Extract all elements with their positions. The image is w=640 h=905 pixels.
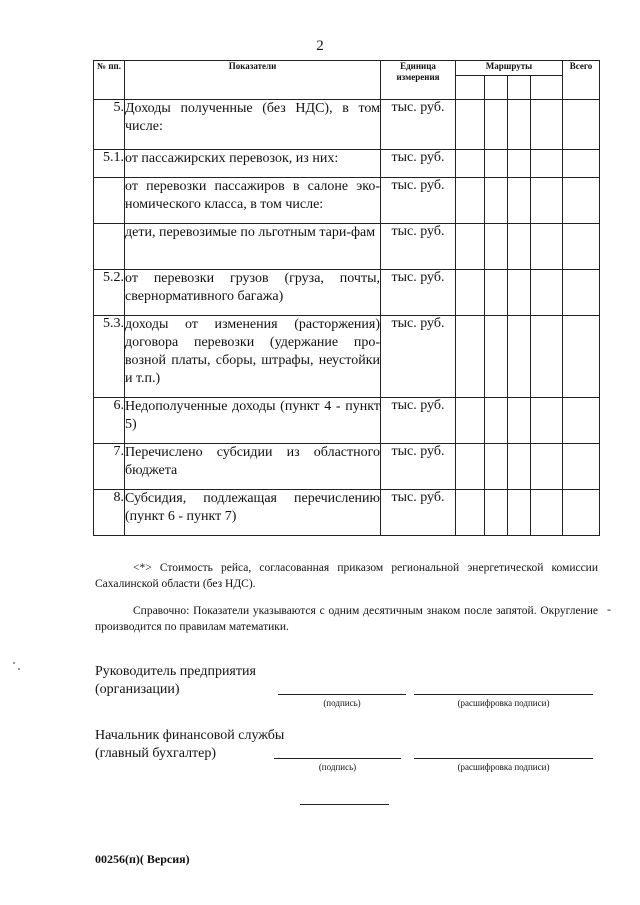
total-cell	[563, 490, 600, 536]
row-number: 5.1.	[94, 150, 125, 178]
route-cell-1	[456, 178, 485, 224]
route-cell-4	[531, 224, 563, 270]
row-number	[94, 178, 125, 224]
row-unit: тыс. руб.	[381, 490, 456, 536]
row-unit: тыс. руб.	[381, 316, 456, 398]
finance-decode-line	[414, 758, 593, 759]
row-indicator: от перевозки грузов (груза, почты, свернормативного багажа)	[125, 270, 381, 316]
route-cell-4	[531, 490, 563, 536]
row-unit: тыс. руб.	[381, 444, 456, 490]
route-cell-1	[456, 150, 485, 178]
table-row	[94, 490, 600, 536]
route-cell-2	[485, 178, 508, 224]
head-signature-line	[278, 694, 406, 695]
finance-title	[95, 727, 284, 763]
header-unit: Единица измерения	[381, 61, 456, 100]
route-cell-1	[456, 224, 485, 270]
route-cell-4	[531, 444, 563, 490]
row-unit: тыс. руб.	[381, 270, 456, 316]
head-title-line2: (организации)	[95, 682, 180, 697]
head-title-line1: Руководитель предприятия	[95, 664, 256, 679]
table-row	[94, 444, 600, 490]
route-cell-4	[531, 270, 563, 316]
head-title	[95, 663, 256, 699]
row-unit: тыс. руб.	[381, 178, 456, 224]
head-decode-caption: (расшифровка подписи)	[457, 698, 550, 708]
total-cell	[563, 100, 600, 150]
route-cell-3	[508, 398, 531, 444]
document-code: 00256(п)( Версия)	[95, 852, 190, 866]
finance-title-line2: (главный бухгалтер)	[95, 746, 217, 761]
route-cell-2	[485, 316, 508, 398]
footnote: <*> Стоимость рейса, согласованная приказом региональной энергетической комиссии Сахалинской области (без НДС).	[95, 562, 598, 590]
route-cell-4	[531, 150, 563, 178]
route-cell-3	[508, 444, 531, 490]
table-row	[94, 100, 600, 150]
route-cell-2	[485, 270, 508, 316]
table-row	[94, 178, 600, 224]
route-cell-3	[508, 224, 531, 270]
total-cell	[563, 316, 600, 398]
row-number: 7.	[94, 444, 125, 490]
header-route-3	[508, 76, 531, 100]
head-signature-caption: (подпись)	[323, 698, 361, 708]
date-line	[300, 804, 389, 805]
row-indicator: от пассажирских перевозок, из них:	[125, 150, 381, 178]
reference-note: Справочно: Показатели указываются с одним десятичным знаком после запятой. Округление производится по правилам математики.	[95, 605, 598, 633]
route-cell-1	[456, 316, 485, 398]
row-indicator: Субсидия, подлежащая перечислению (пункт 6 - пункт 7)	[125, 490, 381, 536]
header-route-4	[531, 76, 563, 100]
total-cell	[563, 398, 600, 444]
route-cell-2	[485, 150, 508, 178]
route-cell-4	[531, 316, 563, 398]
total-cell	[563, 444, 600, 490]
row-number: 6.	[94, 398, 125, 444]
table-row	[94, 270, 600, 316]
route-cell-3	[508, 490, 531, 536]
route-cell-1	[456, 270, 485, 316]
route-cell-4	[531, 178, 563, 224]
row-number	[94, 224, 125, 270]
row-indicator: Доходы полученные (без НДС), в том числе:	[125, 100, 381, 150]
header-route-1	[456, 76, 485, 100]
route-cell-4	[531, 100, 563, 150]
route-cell-2	[485, 444, 508, 490]
row-indicator: дети, перевозимые по льготным тари-фам	[125, 224, 381, 270]
finance-title-line1: Начальник финансовой службы	[95, 728, 285, 743]
row-number: 5.	[94, 100, 125, 150]
route-cell-2	[485, 398, 508, 444]
scan-speck	[18, 668, 20, 670]
route-cell-2	[485, 490, 508, 536]
table-row	[94, 150, 600, 178]
row-indicator: от перевозки пассажиров в салоне эко-номического класса, в том числе:	[125, 178, 381, 224]
row-indicator: Недополученные доходы (пункт 4 - пункт 5)	[125, 398, 381, 444]
indicators-table	[93, 60, 600, 536]
finance-signature-caption: (подпись)	[318, 762, 357, 772]
route-cell-1	[456, 100, 485, 150]
total-cell	[563, 224, 600, 270]
route-cell-4	[531, 398, 563, 444]
header-routes: Маршруты	[456, 61, 563, 76]
row-unit: тыс. руб.	[381, 150, 456, 178]
header-route-2	[485, 76, 508, 100]
header-num: № пп.	[94, 61, 125, 100]
table-row	[94, 316, 600, 398]
row-number: 5.2.	[94, 270, 125, 316]
header-total: Всего	[563, 61, 600, 100]
route-cell-1	[456, 398, 485, 444]
row-unit: тыс. руб.	[381, 224, 456, 270]
route-cell-3	[508, 270, 531, 316]
page-number: 2	[316, 38, 324, 54]
finance-signature-line	[274, 758, 401, 759]
route-cell-3	[508, 150, 531, 178]
route-cell-2	[485, 100, 508, 150]
row-number: 8.	[94, 490, 125, 536]
table-row	[94, 398, 600, 444]
row-indicator: Перечислено субсидии из областного бюджета	[125, 444, 381, 490]
row-number: 5.3.	[94, 316, 125, 398]
row-unit: тыс. руб.	[381, 398, 456, 444]
table-row	[94, 224, 600, 270]
route-cell-2	[485, 224, 508, 270]
total-cell	[563, 178, 600, 224]
finance-decode-caption: (расшифровка подписи)	[457, 762, 550, 772]
total-cell	[563, 150, 600, 178]
scan-speck	[13, 662, 15, 664]
row-indicator: доходы от изменения (расторжения) договора перевозки (удержание про-возной платы, сборы, штрафы, неустойки и т.п.)	[125, 316, 381, 398]
row-unit: тыс. руб.	[381, 100, 456, 150]
total-cell	[563, 270, 600, 316]
route-cell-1	[456, 490, 485, 536]
route-cell-1	[456, 444, 485, 490]
route-cell-3	[508, 316, 531, 398]
route-cell-3	[508, 178, 531, 224]
route-cell-3	[508, 100, 531, 150]
scan-mark: -	[607, 602, 611, 616]
head-decode-line	[414, 694, 593, 695]
header-indicators: Показатели	[125, 61, 381, 100]
